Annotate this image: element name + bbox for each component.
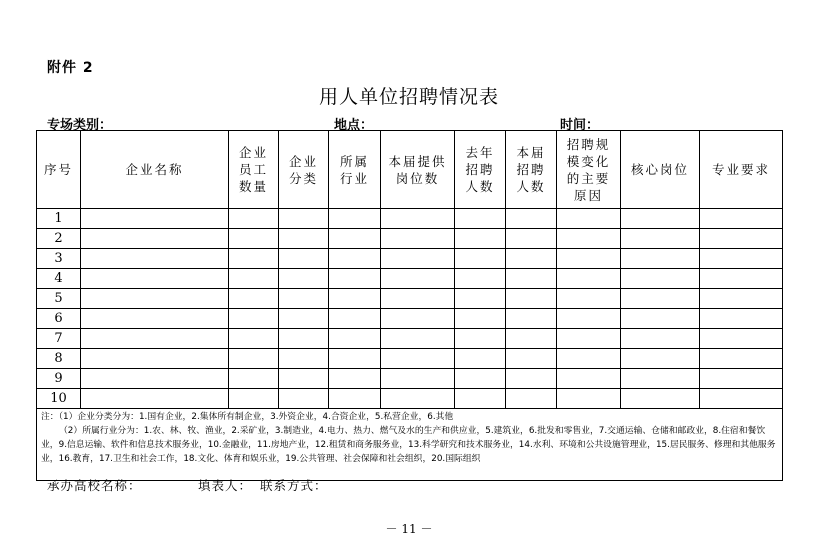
table-cell[interactable] bbox=[381, 209, 455, 229]
table-cell[interactable] bbox=[455, 329, 506, 349]
table-cell[interactable] bbox=[279, 389, 329, 409]
row-number: 6 bbox=[37, 309, 81, 329]
table-row bbox=[37, 349, 783, 369]
table-cell[interactable] bbox=[557, 229, 621, 249]
table-cell[interactable] bbox=[279, 209, 329, 229]
row-number: 3 bbox=[37, 249, 81, 269]
table-cell[interactable] bbox=[381, 389, 455, 409]
table-cell[interactable] bbox=[557, 369, 621, 389]
table-row bbox=[37, 209, 783, 229]
table-cell[interactable] bbox=[229, 369, 279, 389]
table-cell[interactable] bbox=[381, 269, 455, 289]
row-number: 8 bbox=[37, 349, 81, 369]
table-cell[interactable] bbox=[329, 289, 381, 309]
table-cell[interactable] bbox=[455, 349, 506, 369]
table-cell[interactable] bbox=[506, 209, 557, 229]
table-cell[interactable] bbox=[621, 209, 700, 229]
school-name-label: 承办高校名称： bbox=[47, 478, 142, 493]
table-cell[interactable] bbox=[621, 309, 700, 329]
table-cell[interactable] bbox=[381, 249, 455, 269]
header-row bbox=[37, 131, 783, 209]
header-last-year-hires: 去年 招聘 人数 bbox=[455, 131, 506, 209]
table-cell[interactable] bbox=[279, 249, 329, 269]
table-cell[interactable] bbox=[506, 389, 557, 409]
table-cell[interactable] bbox=[700, 229, 783, 249]
table-cell[interactable] bbox=[557, 329, 621, 349]
table-cell[interactable] bbox=[279, 309, 329, 329]
table-cell[interactable] bbox=[506, 249, 557, 269]
table-cell[interactable] bbox=[329, 229, 381, 249]
table-row bbox=[37, 329, 783, 349]
header-seq: 序号 bbox=[37, 131, 81, 209]
contact-label: 联系方式： bbox=[260, 478, 328, 493]
table-cell[interactable] bbox=[621, 369, 700, 389]
table-cell[interactable] bbox=[557, 309, 621, 329]
notes-cell bbox=[37, 409, 783, 481]
table-row bbox=[37, 249, 783, 269]
table-cell[interactable] bbox=[506, 289, 557, 309]
table-cell[interactable] bbox=[279, 289, 329, 309]
table-cell[interactable] bbox=[229, 269, 279, 289]
table-row bbox=[37, 229, 783, 249]
table-cell[interactable] bbox=[700, 349, 783, 369]
table-cell[interactable] bbox=[81, 249, 229, 269]
table-cell[interactable] bbox=[621, 269, 700, 289]
table-cell[interactable] bbox=[329, 249, 381, 269]
note-line-1: 注：（1）企业分类分为：1.国有企业，2.集体所有制企业，3.外资企业，4.合资企业，5.私营企业，6.其他 bbox=[41, 412, 454, 422]
note-line-2: （2）所属行业分为：1.农、林、牧、渔业，2.采矿业，3.制造业，4.电力、热力、燃气及水的生产和供应业，5.建筑业，6.批发和零售业，7.交通运输、仓储和邮政业，8.住宿和餐饮业，9.信息运输、软件和信息技术服务业，10.金融业，11.房地产业，12.租赁和商务服务业，13.科学研究和技术服务业，14.水利、环境和公共设施管理业，15.居民服务、修理和其他服务业，16.教育，17.卫生和社会工作，18.文化、体育和娱乐业，19.公共管理、社会保障和社会组织，20.国际组织 bbox=[41, 426, 776, 464]
table-cell[interactable] bbox=[557, 209, 621, 229]
header-this-year-hires: 本届 招聘 人数 bbox=[506, 131, 557, 209]
table-cell[interactable] bbox=[229, 349, 279, 369]
table-cell[interactable] bbox=[506, 229, 557, 249]
row-number: 10 bbox=[37, 389, 81, 409]
table-cell[interactable] bbox=[621, 249, 700, 269]
table-cell[interactable] bbox=[279, 349, 329, 369]
table-cell[interactable] bbox=[81, 389, 229, 409]
table-cell[interactable] bbox=[381, 329, 455, 349]
table-row bbox=[37, 309, 783, 329]
row-number: 5 bbox=[37, 289, 81, 309]
table-cell[interactable] bbox=[329, 309, 381, 329]
table-cell[interactable] bbox=[506, 349, 557, 369]
table-cell[interactable] bbox=[279, 269, 329, 289]
table-cell[interactable] bbox=[81, 289, 229, 309]
table-cell[interactable] bbox=[81, 309, 229, 329]
table-cell[interactable] bbox=[557, 349, 621, 369]
notes-row bbox=[37, 409, 783, 481]
table-cell[interactable] bbox=[506, 369, 557, 389]
table-cell[interactable] bbox=[81, 209, 229, 229]
table-cell[interactable] bbox=[81, 229, 229, 249]
table-cell[interactable] bbox=[329, 269, 381, 289]
location-label: 地点： bbox=[334, 118, 374, 133]
table-cell[interactable] bbox=[329, 209, 381, 229]
table-cell[interactable] bbox=[700, 369, 783, 389]
time-label: 时间： bbox=[560, 118, 600, 133]
table-cell[interactable] bbox=[621, 329, 700, 349]
table-row bbox=[37, 389, 783, 409]
category-label: 专场类别： bbox=[47, 118, 113, 133]
table-cell[interactable] bbox=[81, 269, 229, 289]
table-cell[interactable] bbox=[229, 209, 279, 229]
table-cell[interactable] bbox=[455, 289, 506, 309]
table-cell[interactable] bbox=[621, 349, 700, 369]
table-cell[interactable] bbox=[381, 349, 455, 369]
table-cell[interactable] bbox=[381, 289, 455, 309]
header-company-category: 企业 分类 bbox=[279, 131, 329, 209]
header-core-positions: 核心岗位 bbox=[621, 131, 700, 209]
form-title: 用人单位招聘情况表 bbox=[318, 86, 499, 108]
filler-label: 填表人： bbox=[198, 478, 253, 493]
table-cell[interactable] bbox=[229, 389, 279, 409]
table-cell[interactable] bbox=[557, 249, 621, 269]
header-change-reason: 招聘规 模变化 的主要 原因 bbox=[557, 131, 621, 209]
header-industry: 所属 行业 bbox=[329, 131, 381, 209]
row-number: 7 bbox=[37, 329, 81, 349]
row-number: 2 bbox=[37, 229, 81, 249]
table-cell[interactable] bbox=[279, 229, 329, 249]
header-positions-offered: 本届提供 岗位数 bbox=[381, 131, 455, 209]
recruitment-table bbox=[36, 130, 783, 481]
header-major-requirements: 专业要求 bbox=[700, 131, 783, 209]
table-cell[interactable] bbox=[455, 389, 506, 409]
table-cell[interactable] bbox=[329, 349, 381, 369]
header-employee-count: 企业 员工 数量 bbox=[229, 131, 279, 209]
table-cell[interactable] bbox=[229, 329, 279, 349]
table-cell[interactable] bbox=[506, 309, 557, 329]
table-cell[interactable] bbox=[329, 329, 381, 349]
table-cell[interactable] bbox=[506, 269, 557, 289]
table-cell[interactable] bbox=[700, 249, 783, 269]
row-number: 4 bbox=[37, 269, 81, 289]
table-cell[interactable] bbox=[381, 229, 455, 249]
table-cell[interactable] bbox=[279, 329, 329, 349]
table-cell[interactable] bbox=[621, 389, 700, 409]
table-cell[interactable] bbox=[81, 349, 229, 369]
table-cell[interactable] bbox=[329, 369, 381, 389]
table-cell[interactable] bbox=[455, 309, 506, 329]
table-cell[interactable] bbox=[700, 309, 783, 329]
table-cell[interactable] bbox=[455, 229, 506, 249]
row-number: 9 bbox=[37, 369, 81, 389]
table-cell[interactable] bbox=[81, 329, 229, 349]
table-cell[interactable] bbox=[621, 229, 700, 249]
table-cell[interactable] bbox=[81, 369, 229, 389]
table-row bbox=[37, 369, 783, 389]
header-company-name: 企业名称 bbox=[81, 131, 229, 209]
table-cell[interactable] bbox=[381, 369, 455, 389]
row-number: 1 bbox=[37, 209, 81, 229]
table-cell[interactable] bbox=[229, 229, 279, 249]
table-row bbox=[37, 289, 783, 309]
page-number: － 11 － bbox=[385, 522, 433, 536]
table-cell[interactable] bbox=[557, 389, 621, 409]
table-cell[interactable] bbox=[700, 289, 783, 309]
table-cell[interactable] bbox=[455, 249, 506, 269]
table-cell[interactable] bbox=[621, 289, 700, 309]
table-cell[interactable] bbox=[279, 369, 329, 389]
table-cell[interactable] bbox=[557, 289, 621, 309]
table-cell[interactable] bbox=[506, 329, 557, 349]
table-cell[interactable] bbox=[700, 209, 783, 229]
annex-label: 附件 2 bbox=[47, 60, 94, 76]
table-cell[interactable] bbox=[229, 289, 279, 309]
table-cell[interactable] bbox=[557, 269, 621, 289]
table-cell[interactable] bbox=[329, 389, 381, 409]
table-cell[interactable] bbox=[229, 309, 279, 329]
table-cell[interactable] bbox=[700, 389, 783, 409]
table-cell[interactable] bbox=[700, 269, 783, 289]
table-cell[interactable] bbox=[381, 309, 455, 329]
table-cell[interactable] bbox=[700, 329, 783, 349]
table-cell[interactable] bbox=[455, 269, 506, 289]
table-cell[interactable] bbox=[455, 369, 506, 389]
table-row bbox=[37, 269, 783, 289]
table-cell[interactable] bbox=[229, 249, 279, 269]
table-cell[interactable] bbox=[455, 209, 506, 229]
